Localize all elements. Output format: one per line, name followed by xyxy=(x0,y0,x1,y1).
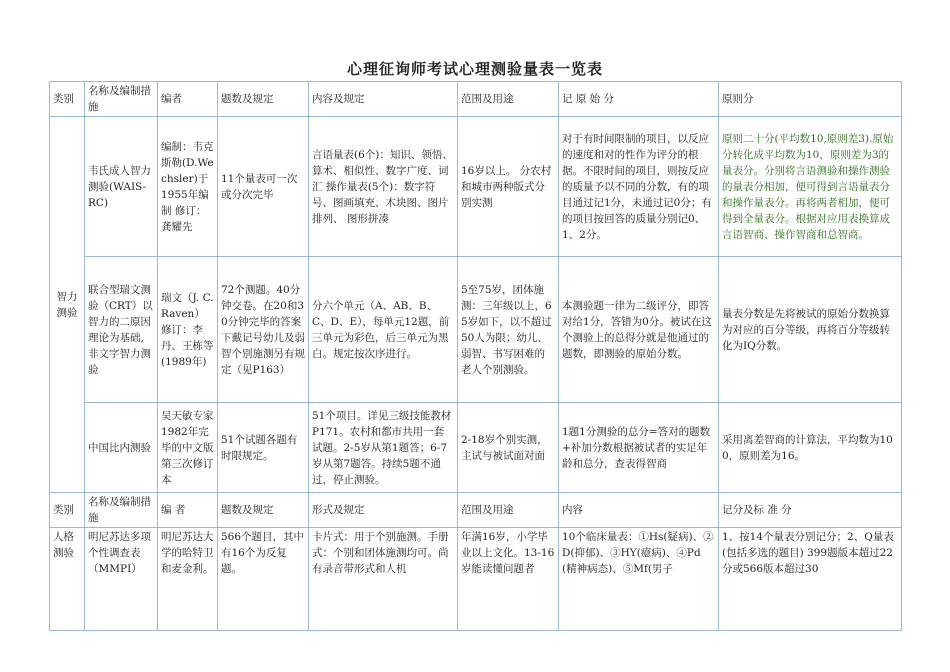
china-author: 吴天敏专家1982年完毕的中文版第三次修订本 xyxy=(158,403,218,493)
crt-content: 分六个单元（A、AB、B、C、D、E），每单元12题，前三单元为彩色，后三单元为黑白。规定按次序进行。 xyxy=(309,257,458,403)
mmpi-range: 年满16岁，小学毕业以上文化。13-16岁能读懂问题者 xyxy=(458,528,559,631)
header2-content: 形式及规定 xyxy=(309,493,458,528)
china-items: 51个试题各题有时限规定。 xyxy=(218,403,309,493)
header2-items: 题数及规定 xyxy=(218,493,309,528)
mmpi-items: 566个题目，其中有16个为反复题。 xyxy=(218,528,309,631)
header2-author: 编 者 xyxy=(158,493,218,528)
crt-author: 瑞文（J. C. Raven）修订：李丹、王栋等(1989年) xyxy=(158,257,218,403)
mmpi-content: 卡片式：用于个别施测。手册式：个别和团体施测均可。尚有录音带形式和人机 xyxy=(309,528,458,631)
china-range: 2-18岁个别实测，主试与被试面对面 xyxy=(458,403,559,493)
wais-author: 编制：韦克斯勒(D.Wechsler)于1955年编制 修订：龚耀先 xyxy=(158,117,218,257)
header-norm: 原则分 xyxy=(719,82,902,117)
china-score: 1题1分测验的总分=答对的题数+补加分数根据被试者的实足年龄和总分，查表得智商 xyxy=(559,403,719,493)
crt-score: 本测验题一律为二级评分，即答对给1分，答错为0分。被试在这个测验上的总得分就是他通过的题数，即测验的原始分数。 xyxy=(559,257,719,403)
table-row xyxy=(50,117,902,257)
wais-content: 言语量表(6个)：知识、领悟、算术、相似性、数字广度、词汇 操作量表(5个)：数字符号、图画填充、木块图、图片排列、 图形拼凑 xyxy=(309,117,458,257)
header-name: 名称及编制措施 xyxy=(85,82,158,117)
header2-norm: 记分及标 准 分 xyxy=(719,493,902,528)
category-personality: 人格测验 xyxy=(50,528,85,631)
table-row xyxy=(50,528,902,631)
header2-name: 名称及编制措施 xyxy=(85,493,158,528)
wais-name: 韦氏成人智力测验(WAIS-RC) xyxy=(85,117,158,257)
header2-category: 类别 xyxy=(50,493,85,528)
header-items: 题数及规定 xyxy=(218,82,309,117)
header-range: 范围及用途 xyxy=(458,82,559,117)
mmpi-norm: 1、按14个量表分别记分；2、Q量表(包括多选的题目) 399题版本超过22分或566版本超过30 xyxy=(719,528,902,631)
wais-items: 11个量表可一次或分次完毕 xyxy=(218,117,309,257)
crt-name: 联合型瑞文测验（CRT）以智力的二原因理论为基础,非文字智力测验 xyxy=(85,257,158,403)
header-row xyxy=(50,493,902,528)
china-content: 51个项目。详见三级技能教材P171。农村和都市共用一套试题。2-5岁从第1题答；6-7岁从第7题答。持续5题不通过，停止测验。 xyxy=(309,403,458,493)
header2-score: 内容 xyxy=(559,493,719,528)
china-name: 中国比内测验 xyxy=(85,403,158,493)
header-score: 记 原 始 分 xyxy=(559,82,719,117)
header-content: 内容及规定 xyxy=(309,82,458,117)
wais-score: 对于有时间限制的项目，以反应的速度和对的性作为评分的根据。不限时间的项目，则按反应的质量予以不同的分数，有的项目通过记1分，未通过记0分；有的项目按回答的质量分别记0、1、2分。 xyxy=(559,117,719,257)
crt-items: 72个测题。40分钟交卷。在20和30分钟完毕的答案下戴记号幼儿及弱智个别施测另有规定（见P163） xyxy=(218,257,309,403)
page-title: 心理征询师考试心理测验量表一览表 xyxy=(346,60,603,78)
table-row xyxy=(50,403,902,493)
mmpi-score: 10个临床量表：①Hs(疑病)、②D(抑郁)、③HY(癔病)、④Pd(精神病态)、⑤Mf(男子 xyxy=(559,528,719,631)
scale-table xyxy=(49,81,902,631)
mmpi-author: 明尼苏达大学的哈特卫和麦金利。 xyxy=(158,528,218,631)
header-category: 类别 xyxy=(50,82,85,117)
category-intelligence: 智力测验 xyxy=(50,117,85,493)
header-row xyxy=(50,82,902,117)
header-author: 编者 xyxy=(158,82,218,117)
wais-norm: 原则二十分(平均数10,原则差3).原始分转化成平均数为10，原则差为3的量表分。分别将言语测验和操作测验的量表分相加，便可得到言语量表分和操作量表分。再将两者相加，便可得到全量表分。根据对应用表换算成言语智商、操作智商和总智商。 xyxy=(719,117,902,257)
mmpi-name: 明尼苏达多项个性调查表（MMPI） xyxy=(85,528,158,631)
wais-range: 16岁以上。 分农村和城市两种版式分别实测 xyxy=(458,117,559,257)
table-row xyxy=(50,257,902,403)
crt-range: 5至75岁，团体施测：三年级以上，65岁如下，以不超过50人为限；幼儿、弱智、书写困难的老人个别测验。 xyxy=(458,257,559,403)
header2-range: 范围及用途 xyxy=(458,493,559,528)
crt-norm: 量表分数是先将被试的原始分数换算为对应的百分等级，再将百分等级转化为IQ分数。 xyxy=(719,257,902,403)
china-norm: 采用离差智商的计算法，平均数为100，原则差为16。 xyxy=(719,403,902,493)
